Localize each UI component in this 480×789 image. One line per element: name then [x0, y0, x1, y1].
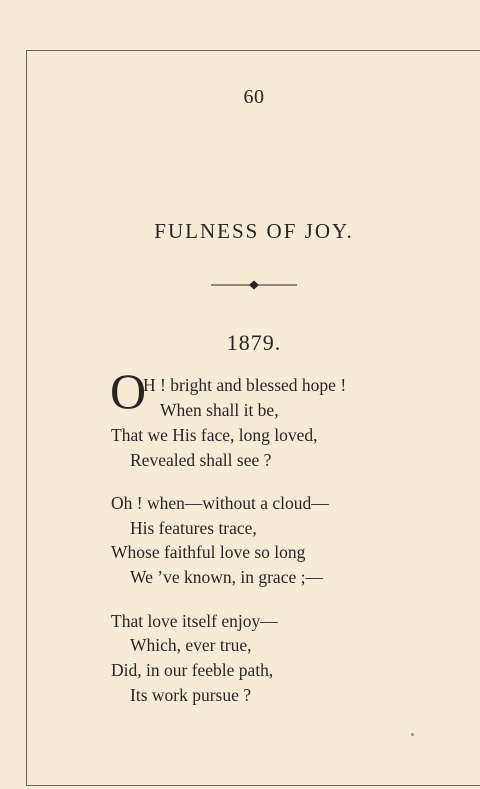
poem-line: His features trace,: [130, 518, 257, 538]
drop-cap: O: [110, 363, 147, 419]
poem-line: That we His face, long loved,: [111, 425, 318, 445]
poem-line: Oh ! when—without a cloud—: [111, 493, 329, 513]
page-number: 60: [243, 86, 265, 108]
diamond-rule-ornament: [211, 279, 297, 291]
poem-line: Which, ever true,: [130, 635, 252, 655]
poem-line: When shall it be,: [160, 400, 279, 420]
poem-line: Revealed shall see ?: [130, 450, 272, 470]
poem-line: H ! bright and blessed hope !: [143, 375, 347, 395]
poem-title: FULNESS OF JOY.: [154, 219, 354, 243]
poem-line: Whose faithful love so long: [111, 542, 306, 562]
poem-line: Its work pursue ?: [130, 685, 252, 705]
poem-line: Did, in our feeble path,: [111, 660, 274, 680]
poem-line: We ’ve known, in grace ;—: [130, 567, 323, 587]
paper-speck: [411, 733, 414, 736]
poem-year: 1879.: [226, 330, 282, 355]
poem-line: That love itself enjoy—: [111, 611, 278, 631]
